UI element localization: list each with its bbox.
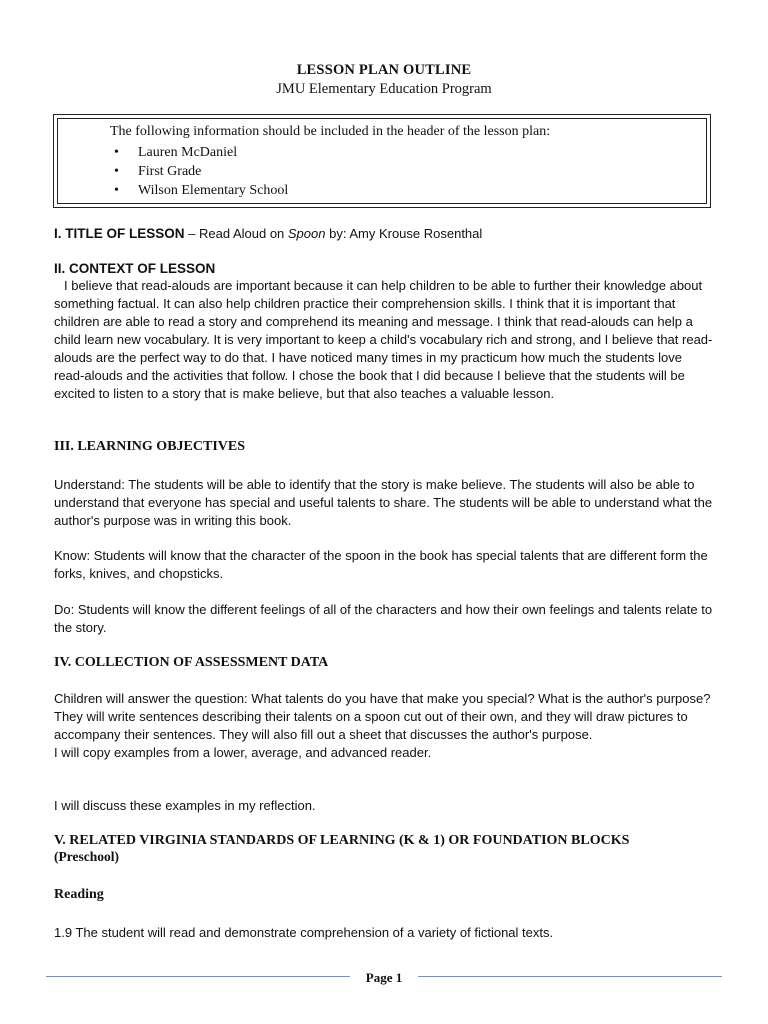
assessment-question: Children will answer the question: What talents do you have that make you special? What is the author's purpose? bbox=[54, 691, 711, 706]
section-assessment bbox=[54, 655, 714, 671]
list-item bbox=[114, 162, 288, 181]
section-heading: III. LEARNING OBJECTIVES bbox=[54, 439, 245, 454]
section-learning-objectives bbox=[54, 439, 714, 455]
document-title: LESSON PLAN OUTLINE bbox=[296, 62, 472, 78]
reading-label: Reading bbox=[54, 887, 104, 902]
standard-1-9 bbox=[54, 924, 714, 942]
list-item bbox=[114, 143, 288, 162]
section-heading: I. TITLE OF LESSON bbox=[54, 226, 185, 241]
grade-level: First Grade bbox=[138, 164, 202, 179]
list-item bbox=[114, 181, 288, 200]
section-standards bbox=[54, 833, 714, 865]
objective-do bbox=[54, 601, 714, 637]
objective-understand-text: Understand: The students will be able to identify that the story is make believe. The students will also be able to understand that everyone has special and useful talents to share. The students will be able to understand what the author's purpose was in writing this book. bbox=[54, 477, 713, 528]
assessment-reflection bbox=[54, 797, 714, 815]
section-context bbox=[54, 261, 714, 403]
section-heading: IV. COLLECTION OF ASSESSMENT DATA bbox=[54, 655, 329, 670]
page-number: Page 1 bbox=[350, 970, 418, 986]
standard-1-9-text: 1.9 The student will read and demonstrate comprehension of a variety of fictional texts. bbox=[54, 925, 554, 940]
bullet-icon: • bbox=[114, 145, 119, 160]
objective-understand bbox=[54, 476, 714, 530]
context-paragraph: I believe that read-alouds are important because it can help children to be able to further their knowledge about something factual. It can also help children practice their comprehension skills. I think that it is important that children are able to read a story and comprehend its meaning and message. I think that read-alouds can help a child learn new vocabulary. It is very important to keep a child's vocabulary rich and strong, and I believe that read-alouds are the perfect way to do that. I have noticed many times in my practicum how much the students love read-alouds and the activities that follow. I chose the book that I did because I believe that the students will be excited to listen to a story that is make believe, but that also teaches a valuable lesson. bbox=[54, 278, 713, 401]
assessment-reflection-text: I will discuss these examples in my reflection. bbox=[54, 798, 316, 813]
bullet-icon: • bbox=[114, 183, 119, 198]
standards-subheading: (Preschool) bbox=[54, 849, 119, 864]
header-bullet-list bbox=[114, 143, 288, 200]
bullet-icon: • bbox=[114, 164, 119, 179]
objective-know-text: Know: Students will know that the character of the spoon in the book has special talents that are different form the forks, knives, and chopsticks. bbox=[54, 548, 708, 581]
assessment-examples: I will copy examples from a lower, average, and advanced reader. bbox=[54, 745, 432, 760]
title-text-before: Read Aloud on bbox=[198, 226, 288, 241]
section-title-of-lesson bbox=[54, 226, 482, 243]
school-name: Wilson Elementary School bbox=[138, 183, 289, 198]
section-heading: II. CONTEXT OF LESSON bbox=[54, 261, 216, 276]
header-intro-text: The following information should be included in the header of the lesson plan: bbox=[110, 124, 551, 139]
assessment-activity: They will write sentences describing their talents on a spoon cut out of their own, and they will draw pictures to accompany their sentences. They will also fill out a sheet that discusses the author's purpose. bbox=[54, 709, 688, 742]
section-heading: V. RELATED VIRGINIA STANDARDS OF LEARNING (K & 1) OR FOUNDATION BLOCKS bbox=[54, 833, 630, 848]
teacher-name: Lauren McDaniel bbox=[138, 145, 238, 160]
objective-do-text: Do: Students will know the different feelings of all of the characters and how their own feelings and talents relate to the story. bbox=[54, 602, 713, 635]
title-text-after: by: Amy Krouse Rosenthal bbox=[325, 226, 483, 241]
assessment-body bbox=[54, 690, 714, 762]
book-title: Spoon bbox=[287, 226, 326, 241]
standards-reading-label bbox=[54, 887, 714, 903]
document-subtitle: JMU Elementary Education Program bbox=[276, 81, 492, 97]
title-dash: – bbox=[184, 226, 199, 241]
objective-know bbox=[54, 547, 714, 583]
